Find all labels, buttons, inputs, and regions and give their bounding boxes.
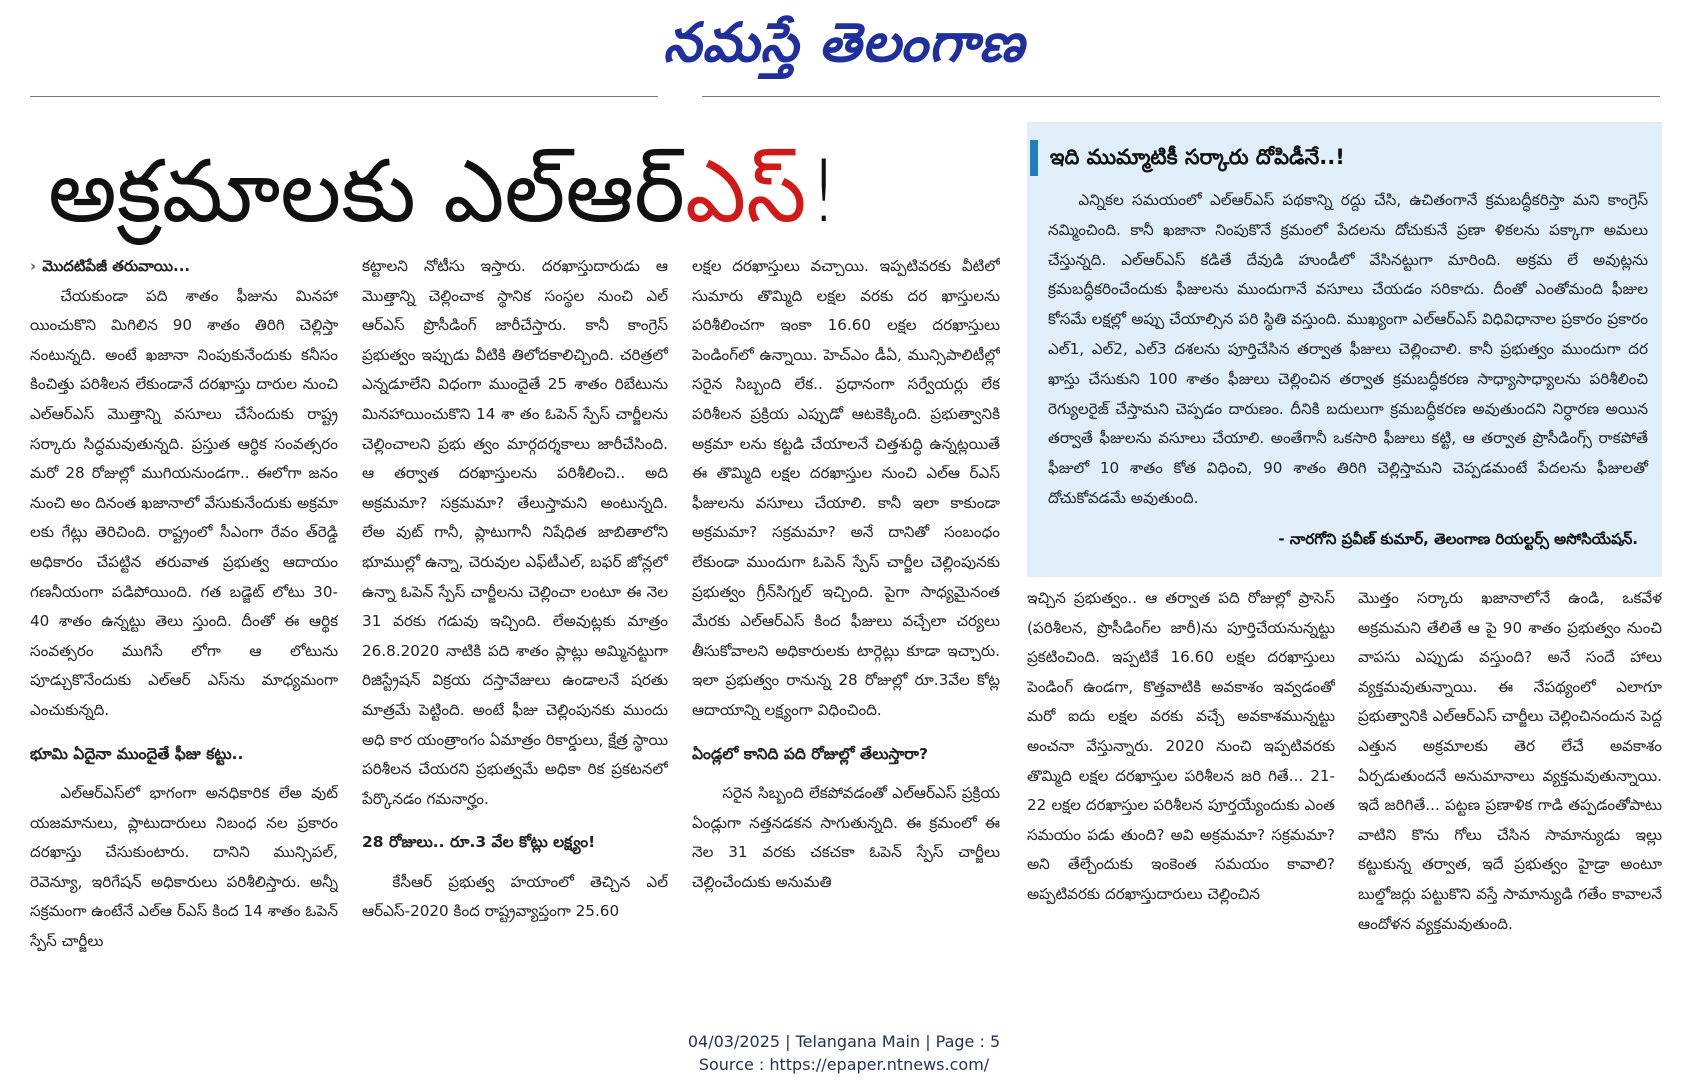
paragraph: లక్షల దరఖాస్తులు వచ్చాయి. ఇప్పటివరకు వీటిలో సుమారు తొమ్మిది లక్షల వరకు దర ఖాస్తులను పరిశీలించగా ఇంకా 16.60 లక్షల దరఖాస్తులు పెండింగ్‌లో ఉన్నాయి. హెచ్‌ఎం డీఏ, మున్సిపాలిటీల్లో సరైన సిబ్బంది లేక.. ప్రధానంగా సర్వేయర్లు లేక పరిశీలన ప్రక్రియ ఎప్పుడో ఆటకెక్కింది. ప్రభుత్వానికి అక్రమా లను కట్టడి చేయాలనే చిత్తశుద్ధి ఉన్నట్లయితే ఈ తొమ్మిది లక్షల దరఖాస్తుల నుంచి ఎల్‌ఆ ర్‌ఎస్‌ ఫీజులను వసూలు చేయాలి. కానీ ఇలా కాకుండా అక్రమమా? సక్రమమా? అనే దానితో సంబంధం లేకుండా ముందుగా ఓపెన్‌ స్పేస్‌ చార్జీల చెల్లింపునకు ప్రభుత్వం గ్రీన్‌సిగ్నల్‌ ఇచ్చింది. పైగా సాధ్యమైనంత మేరకు ఎల్‌ఆర్‌ఎస్‌ కింద ఫీజులు వచ్చేలా చర్యలు తీసుకోవాలని అధికారులకు టార్గెట్లు కూడా ఇచ్చారు. ఇలా ప్రభుత్వం రానున్న 28 రోజుల్లో రూ.3వేల కోట్ల ఆదాయాన్ని లక్ష్యంగా విధించింది. — [692, 257, 1000, 719]
top-rule-right — [702, 96, 1660, 97]
paragraph: మొత్తం సర్కారు ఖజానాలోనే ఉండి, ఒకవేళ అక్రమమని తేలితే ఆ పై 90 శాతం ప్రభుత్వం నుంచి వాపసు ఎప్పుడు వస్తుంది? అనే సందే హాలు వ్యక్తమవుతున్నాయి. ఈ నేపథ్యంలో ఎలాగూ ప్రభుత్వానికి ఎల్‌ఆర్‌ఎస్‌ చార్జీలు చెల్లించినందున పెద్ద ఎత్తున అక్రమాలకు తెర లేచే అవకాశం ఏర్పడుతుందనే అనుమానాలు వ్యక్తమవుతున్నాయి. ఇదే జరిగితే... పట్టణ ప్రణాళిక గాడి తప్పడంతోపాటు వాటిని కొను గోలు చేసిన సామాన్యుడు ఇల్లు కట్టుకున్న తర్వాత, ఇదే ప్రభుత్వం హైడ్రా అంటూ బుల్డోజర్లు పట్టుకొని వస్తే సామాన్యుడి గతేం కావాలనే ఆందోళన వ్యక్తమవుతుంది. — [1358, 589, 1662, 933]
sidebar-text — [1048, 186, 1648, 514]
paragraph: ఇచ్చిన ప్రభుత్వం.. ఆ తర్వాత పది రోజుల్లో ప్రాసెస్‌ (పరిశీలన, ప్రొసీడింగ్‌ల జారీ)ను పూర్తిచేయనున్నట్టు ప్రకటించింది. ఇప్పటికే 16.60 లక్షల దరఖాస్తులు పెండింగ్‌ ఉండగా, కొత్తవాటికి అవకాశం ఇవ్వడంతో మరో ఐదు లక్షల వరకు వచ్చే అవకాశమున్నట్టు అంచనా వేస్తున్నారు. 2020 నుంచి ఇప్పటివరకు తొమ్మిది లక్షల దరఖాస్తుల పరిశీలన జరి గితే... 21-22 లక్షల దరఖాస్తుల పరిశీలన పూర్తయ్యేందుకు ఎంత సమయం పడు తుంది? అవి అక్రమమా? సక్రమమా? అని తేల్చేందుకు ఇంకెంత సమయం కావాలి? అప్పటివరకు దరఖాస్తుదారులు చెల్లించిన — [1027, 589, 1335, 903]
paragraph: ఎల్‌ఆర్‌ఎస్‌లో భాగంగా అనధికారిక లేఅ వుట్‌ యజమానులు, ప్లాటుదారులు నిబంధ నల ప్రకారం దరఖాస్తు చేసుకుంటారు. దానిని మున్సిపల్‌, రెవెన్యూ, ఇరిగేషన్‌ అధికారులు పరిశీలిస్తారు. అన్నీ సక్రమంగా ఉంటేనే ఎల్‌ఆ ర్‌ఎస్‌ కింద 14 శాతం ఓపెన్‌ స్పేస్‌ చార్జీలు — [30, 784, 338, 951]
paragraph: ఎన్నికల సమయంలో ఎల్‌ఆర్‌ఎస్‌ పథకాన్ని రద్దు చేసి, ఉచితంగానే క్రమబద్ధీకరిస్తా మని కాంగ్రెస్‌ నమ్మించింది. కానీ ఖజానా నింపుకొనే క్రమంలో పేదలను దోచుకునే ప్రణా ళికలను పక్కాగా అమలు చేస్తున్నది. ఎల్‌ఆర్‌ఎస్‌ కడితే దేవుడి హుండీలో వేసినట్టుగా మారింది. అక్రమ లే అవుట్లను క్రమబద్ధీకరించేందుకు ఫీజులను ముందుగానే వసూలు చేయడం సరికాదు. దీంతో ఎంతోమంది ఫీజుల కోసమే లక్షల్లో అప్పు చేయాల్సిన పరి స్థితి వస్తుంది. ముఖ్యంగా ఎల్‌ఆర్‌ఎస్‌ విధివిధానాల ప్రకారం ప్రకారం ఎల్‌1, ఎల్‌2, ఎల్‌3 దశలను పూర్తిచేసిన తర్వాత ఫీజులు చెల్లించాలి. కానీ ప్రభుత్వం ముందుగా దర ఖాస్తు చేసుకుని 100 శాతం ఫీజులు చెల్లించిన తర్వాత క్రమబద్ధీకరణ సాధ్యాసాధ్యాలను పరిశీలించి రెగ్యులరైజ్‌ చేస్తామని చెప్పడం దారుణం. దీనికి బదులుగా క్రమబద్ధీకరణ అవుతుందని నిర్ధారణ అయిన తర్వాతే ఫీజులను వసూలు చేయాలి. అంతేగానీ ఒకసారి ఫీజులు కట్టి, ఆ తర్వాత ప్రొసీడింగ్స్‌ రాకపోతే ఫీజులో 10 శాతం కోత విధించి, 90 శాతం తిరిగి చెల్లిస్తామని చెప్పడమంటే పేదలను ఫీజులతో దోచుకోవడమే అవుతుంది. — [1048, 191, 1648, 507]
sidebar-accent-bar — [1030, 140, 1038, 176]
subheading: భూమి ఏదైనా ముందైతే ఫీజు కట్టు.. — [30, 744, 244, 763]
top-rule-left — [30, 96, 658, 97]
article-column-2 — [362, 252, 668, 952]
sidebar-title: ఇది ముమ్మాటికీ సర్కారు దోపిడీనే..! — [1050, 145, 1345, 169]
sidebar-signature: - నారగోని ప్రవీణ్‌ కుమార్‌, తెలంగాణ రియల్టర్స్‌ అసోసియేషన్‌. — [1278, 530, 1638, 548]
article-column-4 — [1027, 584, 1335, 954]
footer-source: Source : https://epaper.ntnews.com/ — [698, 1055, 990, 1074]
headline-end: ! — [806, 142, 842, 242]
article-headline — [48, 130, 1008, 255]
article-column-3 — [692, 252, 1000, 952]
headline-accent: ఎస్‌ — [685, 142, 807, 242]
headline-main: అక్రమాలకు ఎల్‌ఆర్‌ — [48, 142, 685, 242]
paragraph: కేసీఆర్‌ ప్రభుత్వ హయాంలో తెచ్చిన ఎల్‌ ఆర్‌ఎస్‌-2020 కింద రాష్ట్రవ్యాప్తంగా 25.60 — [362, 872, 668, 921]
footer-date-page: 04/03/2025 | Telangana Main | Page : 5 — [687, 1032, 1001, 1051]
masthead-title: నమస్తే తెలంగాణ — [663, 11, 1025, 74]
paragraph: సరైన సిబ్బంది లేకపోవడంతో ఎల్‌ఆర్‌ఎస్‌ ప్రక్రియ ఏండ్లుగా నత్తనడకన సాగుతున్నది. ఈ క్రమంలో ఈ నెల 31 వరకు చకచకా ఓపెన్‌ స్పేస్‌ చార్జీలు చెల్లించేందుకు అనుమతి — [692, 784, 1000, 891]
article-column-1 — [30, 252, 338, 952]
paragraph: కట్టాలని నోటీసు ఇస్తారు. దరఖాస్తుదారుడు ఆ మొత్తాన్ని చెల్లించాక స్థానిక సంస్థల నుంచి ఎల్‌ ఆర్‌ఎస్‌ ప్రొసీడింగ్‌ జారీచేస్తారు. కానీ కాంగ్రెస్‌ ప్రభుత్వం ఇప్పుడు వీటికి తిలోదకాలిచ్చింది. చరిత్రలో ఎన్నడూలేని విధంగా ముందైతే 25 శాతం రిబేటును మినహాయించుకొని 14 శా తం ఓపెన్‌ స్పేస్‌ చార్జీలను చెల్లించాలని ప్రభు త్వం మార్గదర్శకాలు జారీచేసింది. ఆ తర్వాత దరఖాస్తులను పరిశీలించి.. అది అక్రమమా? సక్రమమా? తేలుస్తామని అంటున్నది. లేఅ వుట్‌ గానీ, ప్లాటుగానీ నిషేధిత జాబితాలోని భూముల్లో ఉన్నా, చెరువుల ఎఫ్‌టీఎల్‌, బఫర్‌ జోన్లలో ఉన్నా ఓపెన్‌ స్పేస్‌ చార్జీలను చెల్లించా లంటూ ఈ నెల 31 వరకు గడువు ఇచ్చింది. లేఅవుట్లకు మాత్రం 26.8.2020 నాటికి పది శాతం ప్లాట్లు అమ్మినట్టుగా రిజిస్ట్రేషన్‌ విక్రయ దస్తావేజులు ఉండాలనే షరతు మాత్రమే పెట్టింది. అంటే ఫీజు చెల్లింపునకు ముందు అధి కార యంత్రాంగం ఏమాత్రం రికార్డులు, క్షేత్ర స్థాయి పరిశీలన చేయరని ప్రభుత్వమే అధికా రిక ప్రకటనలో పేర్కొనడం గమనార్హం. — [362, 257, 668, 808]
continued-label: › మొదటిపేజీ తరువాయి... — [30, 257, 191, 275]
subheading: ఏండ్లలో కానిది పది రోజుల్లో తేలుస్తారా? — [692, 744, 928, 763]
article-column-5 — [1358, 584, 1662, 954]
paragraph: చేయకుండా పది శాతం ఫీజును మినహా యించుకొని మిగిలిన 90 శాతం తిరిగి చెల్లిస్తా నంటున్నది. అంటే ఖజానా నింపుకునేందుకు కనీసం కించిత్తు పరిశీలన లేకుండానే దరఖాస్తు దారుల నుంచి ఎల్‌ఆర్‌ఎస్‌ మొత్తాన్ని వసూలు చేసేందుకు రాష్ట్ర సర్కారు సిద్ధమవుతున్నది. ప్రస్తుత ఆర్థిక సంవత్సరం మరో 28 రోజుల్లో ముగియనుండగా.. ఈలోగా జనం నుంచి అం దినంత ఖజానాలో వేసుకునేందుకు అక్రమా లకు గేట్లు తెరిచింది. రాష్ట్రంలో సీఎంగా రేవం త్‌రెడ్డి అధికారం చేపట్టిన తరువాత ప్రభుత్వ ఆదాయం గణనీయంగా పడిపోయింది. గత బడ్జెట్‌ లోటు 30-40 శాతం ఉన్నట్టు తెలు స్తుంది. దీంతో ఈ ఆర్థిక సంవత్సరం ముగిసే లోగా ఆ లోటును పూడ్చుకొనేందుకు ఎల్‌ఆర్‌ ఎస్‌ను మాధ్యమంగా ఎంచుకున్నది. — [30, 286, 338, 719]
chevron-right-icon: › — [30, 257, 37, 275]
subheading: 28 రోజులు.. రూ.3 వేల కోట్లు లక్ష్యం! — [362, 833, 596, 852]
